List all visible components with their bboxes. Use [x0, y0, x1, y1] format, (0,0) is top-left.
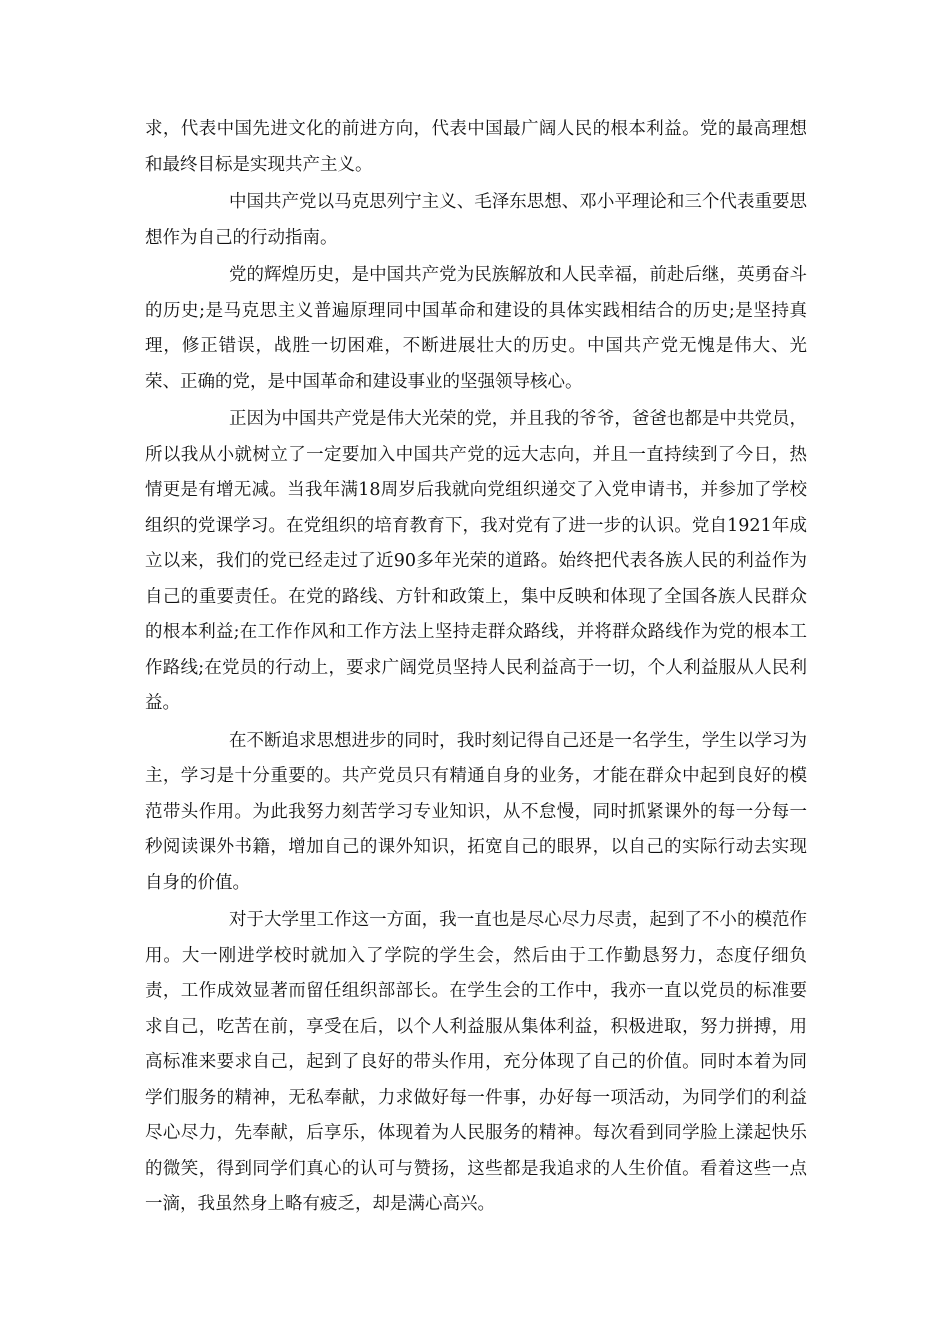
paragraph-4: 正因为中国共产党是伟大光荣的党，并且我的爷爷，爸爸也都是中共党员，所以我从小就树立了一定要加入中国共产党的远大志向，并且一直持续到了今日，热情更是有增无减。当我年满18周岁后我就向党组织递交了入党申请书，并参加了学校组织的党课学习。在党组织的培育教育下，我对党有了进一步的认识。党自1921年成立以来，我们的党已经走过了近90多年光荣的道路。始终把代表各族人民的利益作为自己的重要责任。在党的路线、方针和政策上，集中反映和体现了全国各族人民群众的根本利益;在工作作风和工作方法上坚持走群众路线，并将群众路线作为党的根本工作路线;在党员的行动上，要求广阔党员坚持人民利益高于一切，个人利益服从人民利益。 [145, 409, 807, 713]
paragraph-1: 求，代表中国先进文化的前进方向，代表中国最广阔人民的根本利益。党的最高理想和最终目标是实现共产主义。 [145, 119, 807, 175]
paragraph-2: 中国共产党以马克思列宁主义、毛泽东思想、邓小平理论和三个代表重要思想作为自己的行动指南。 [145, 192, 807, 248]
paragraph-5: 在不断追求思想进步的同时，我时刻记得自己还是一名学生，学生以学习为主，学习是十分重要的。共产党员只有精通自身的业务，才能在群众中起到良好的模范带头作用。为此我努力刻苦学习专业知识，从不怠慢，同时抓紧课外的每一分每一秒阅读课外书籍，增加自己的课外知识，拓宽自己的眼界，以自己的实际行动去实现自身的价值。 [145, 730, 807, 893]
document-body [145, 112, 807, 1225]
paragraph-6: 对于大学里工作这一方面，我一直也是尽心尽力尽责，起到了不小的模范作用。大一刚进学校时就加入了学院的学生会，然后由于工作勤恳努力，态度仔细负责，工作成效显著而留任组织部部长。在学生会的工作中，我亦一直以党员的标准要求自己，吃苦在前，享受在后，以个人利益服从集体利益，积极进取，努力拼搏，用高标准来要求自己，起到了良好的带头作用，充分体现了自己的价值。同时本着为同学们服务的精神，无私奉献，力求做好每一件事，办好每一项活动，为同学们的利益尽心尽力，先奉献，后享乐，体现着为人民服务的精神。每次看到同学脸上漾起快乐的微笑，得到同学们真心的认可与赞扬，这些都是我追求的人生价值。看着这些一点一滴，我虽然身上略有疲乏，却是满心高兴。 [145, 910, 807, 1214]
paragraph-3: 党的辉煌历史，是中国共产党为民族解放和人民幸福，前赴后继，英勇奋斗的历史;是马克思主义普遍原理同中国革命和建设的具体实践相结合的历史;是坚持真理，修正错误，战胜一切困难，不断进展壮大的历史。中国共产党无愧是伟大、光荣、正确的党，是中国革命和建设事业的坚强领导核心。 [145, 265, 807, 392]
